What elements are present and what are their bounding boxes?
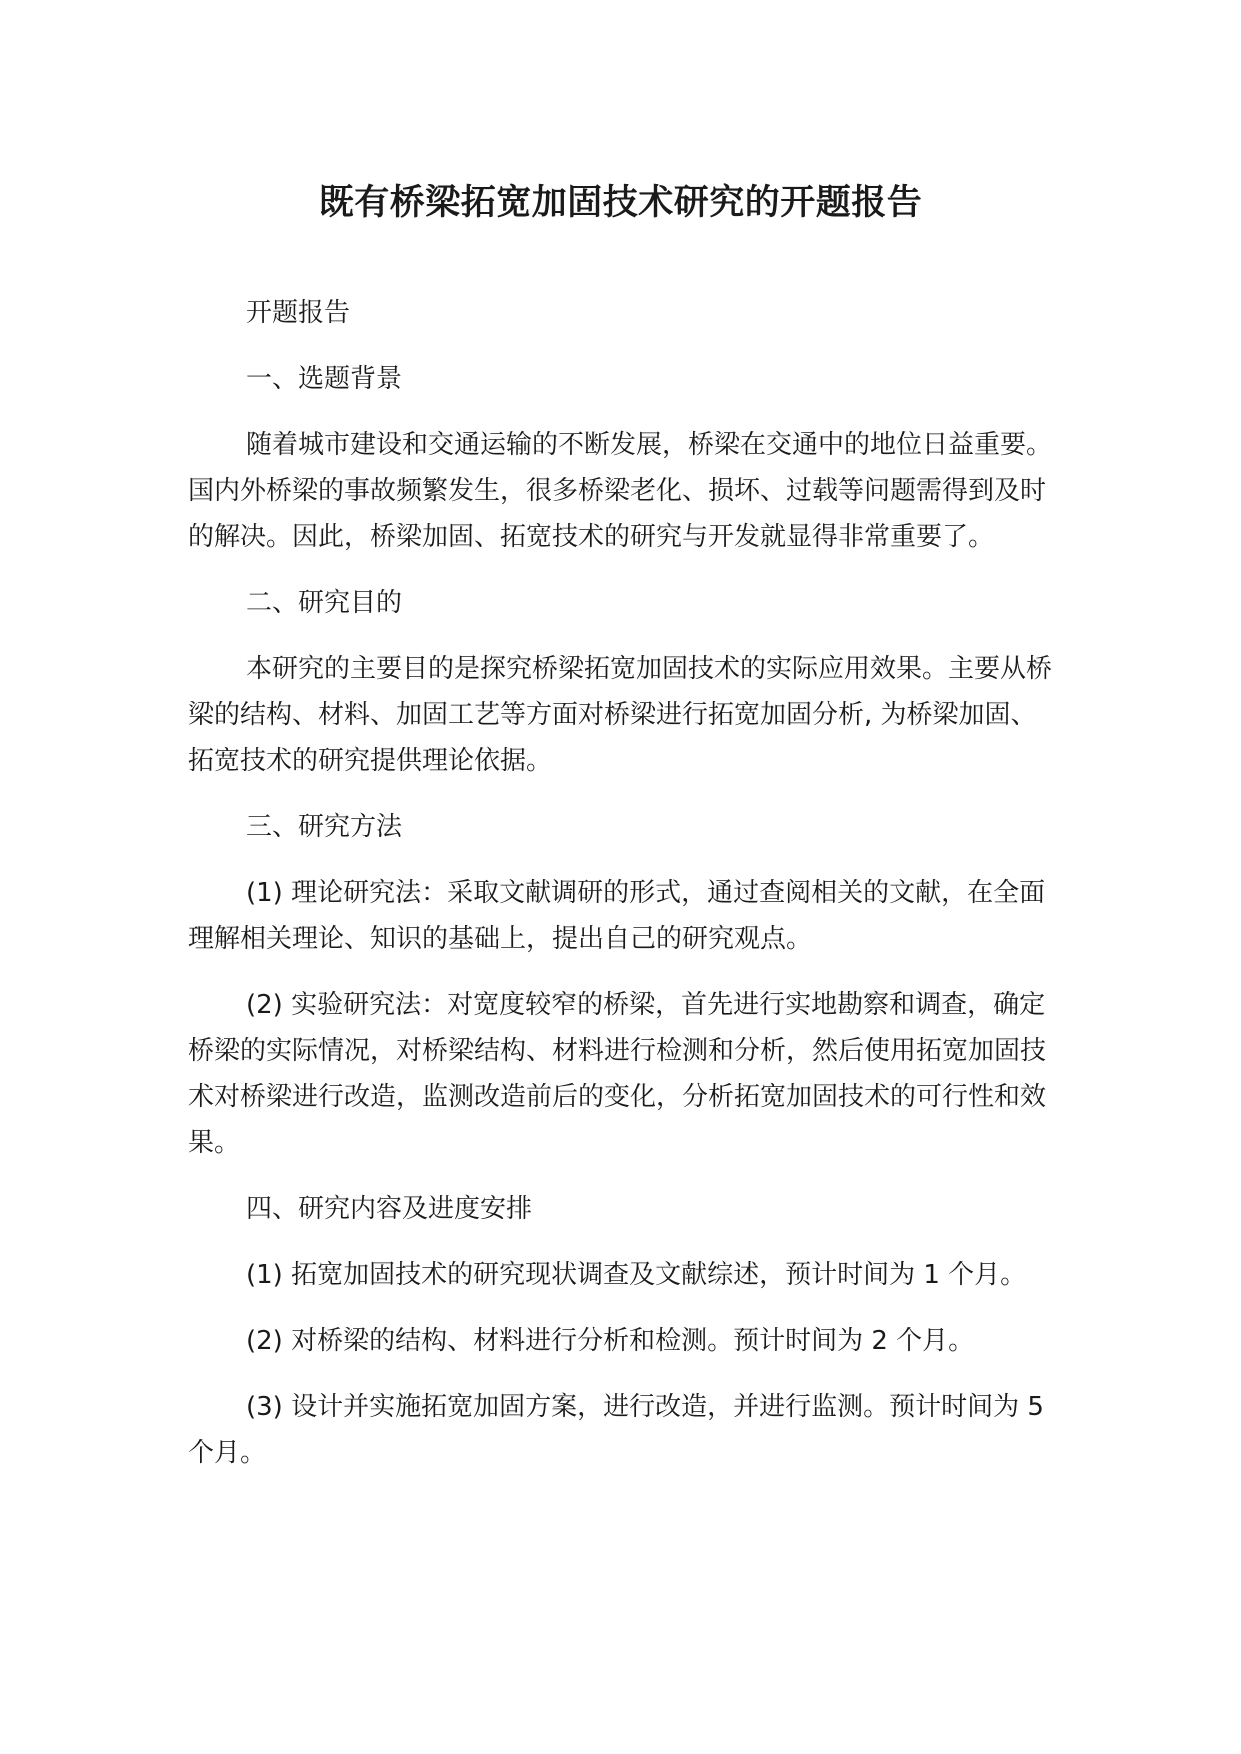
paragraph-method-theory: (1) 理论研究法：采取文献调研的形式，通过查阅相关的文献，在全面理解相关理论、知识的基础上，提出自己的研究观点。 bbox=[188, 878, 1046, 954]
document-body bbox=[188, 290, 1058, 1496]
schedule-item-1: (1) 拓宽加固技术的研究现状调查及文献综述，预计时间为 1 个月。 bbox=[246, 1260, 1027, 1290]
section-heading-purpose: 二、研究目的 bbox=[246, 588, 403, 618]
section-heading-background: 一、选题背景 bbox=[246, 364, 403, 394]
schedule-item-2: (2) 对桥梁的结构、材料进行分析和检测。预计时间为 2 个月。 bbox=[246, 1326, 975, 1356]
report-label: 开题报告 bbox=[246, 298, 351, 328]
section-heading-schedule: 四、研究内容及进度安排 bbox=[246, 1194, 533, 1224]
paragraph-method-experiment: (2) 实验研究法：对宽度较窄的桥梁，首先进行实地勘察和调查，确定桥梁的实际情况，对桥梁结构、材料进行检测和分析，然后使用拓宽加固技术对桥梁进行改造，监测改造前后的变化，分析拓宽加固技术的可行性和效果。 bbox=[188, 990, 1047, 1158]
section-heading-methods: 三、研究方法 bbox=[246, 812, 403, 842]
document-title: 既有桥梁拓宽加固技术研究的开题报告 bbox=[318, 183, 923, 223]
paragraph-background: 随着城市建设和交通运输的不断发展，桥梁在交通中的地位日益重要。国内外桥梁的事故频繁发生，很多桥梁老化、损坏、过载等问题需得到及时的解决。因此，桥梁加固、拓宽技术的研究与开发就显得非常重要了。 bbox=[188, 430, 1053, 552]
paragraph-purpose: 本研究的主要目的是探究桥梁拓宽加固技术的实际应用效果。主要从桥梁的结构、材料、加固工艺等方面对桥梁进行拓宽加固分析, 为桥梁加固、拓宽技术的研究提供理论依据。 bbox=[188, 654, 1053, 776]
schedule-item-3: (3) 设计并实施拓宽加固方案，进行改造，并进行监测。预计时间为 5 个月。 bbox=[188, 1392, 1044, 1468]
